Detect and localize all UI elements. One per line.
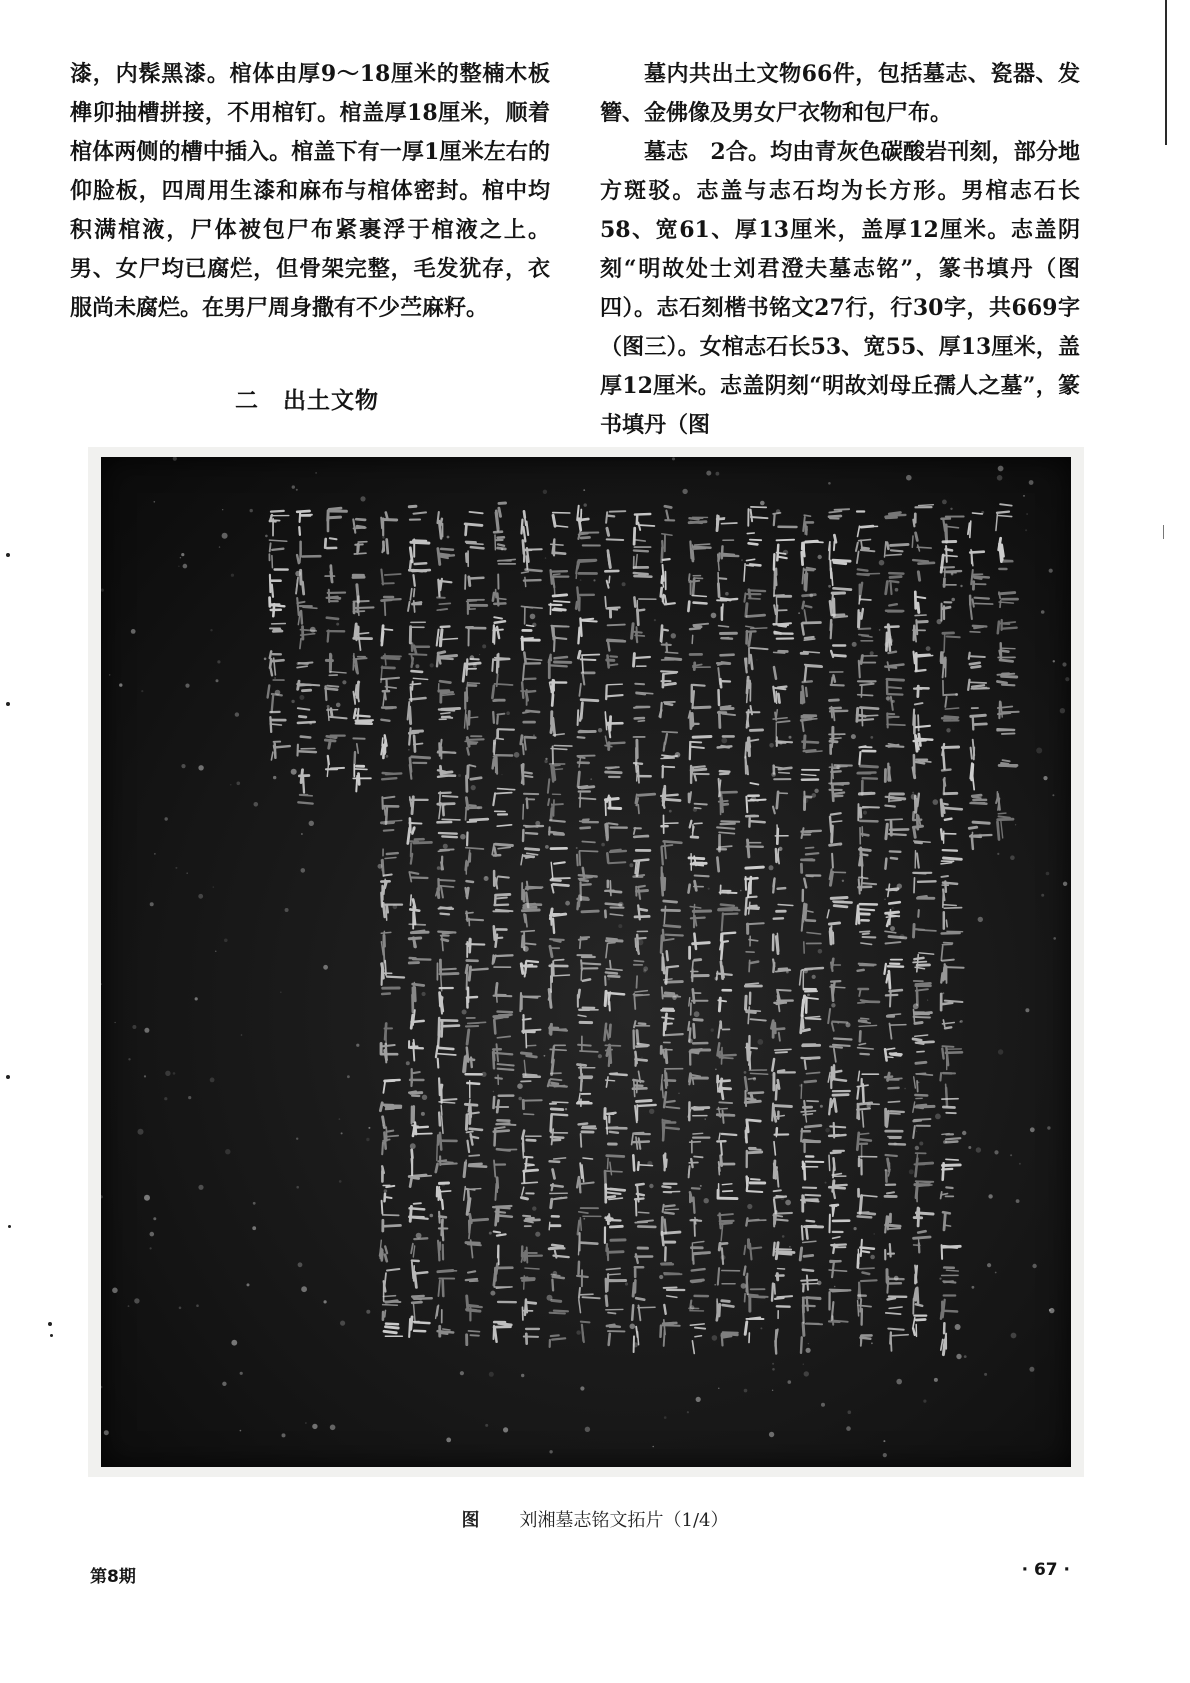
left-paragraph-1: 漆，内髹黑漆。棺体由厚9～18厘米的整楠木板榫卯抽槽拼接，不用棺钉。棺盖厚18厘米，顺着棺体两侧的槽中插入。棺盖下有一厚1厘米左右的仰脸板，四周用生漆和麻布与棺体密封。棺中均积满棺液，尸体被包尸布紧裹浮于棺液之上。男、女尸均已腐烂，但骨架完整，毛发犹存，衣服尚未腐烂。在男尸周身撒有不少苎麻籽。 — [70, 61, 550, 321]
left-text-column — [70, 55, 550, 328]
rubbing-strokes — [101, 457, 1071, 1467]
scan-speck — [48, 1322, 52, 1326]
right-paragraph-1: 墓内共出土文物66件，包括墓志、瓷器、发簪、金佛像及男女尸衣物和包尸布。 — [600, 61, 1080, 126]
page-edge-tick — [1163, 525, 1164, 539]
scan-speck — [8, 1225, 11, 1228]
right-text-column — [600, 55, 1080, 445]
scan-speck — [6, 1075, 10, 1079]
section-heading: 二 出土文物 — [235, 388, 379, 414]
right-paragraph-2: 墓志 2合。均由青灰色碳酸岩刊刻，部分地方斑驳。志盖与志石均为长方形。男棺志石长58、宽61、厚13厘米，盖厚12厘米。志盖阴刻“明故处士刘君澄夫墓志铭”，篆书填丹（图四）。志石刻楷书铭文27行，行30字，共669字（图三）。女棺志石长53、宽55、厚13厘米，盖厚12厘米。志盖阴刻“明故刘母丘孺人之墓”，篆书填丹（图 — [600, 139, 1080, 438]
scan-speck — [6, 553, 10, 557]
rubbing-image — [101, 457, 1071, 1467]
figure-caption — [0, 1506, 1190, 1532]
page-number: · 67 · — [1021, 1560, 1070, 1580]
scan-speck — [6, 702, 10, 706]
figure-rubbing — [88, 447, 1084, 1477]
caption-text: 刘湘墓志铭文拓片（1/4） — [519, 1510, 729, 1531]
issue-label: 第8期 — [90, 1567, 136, 1587]
page-edge-rule — [1165, 0, 1167, 145]
scan-speck — [50, 1334, 53, 1337]
caption-figure-mark: 图 — [461, 1510, 480, 1531]
